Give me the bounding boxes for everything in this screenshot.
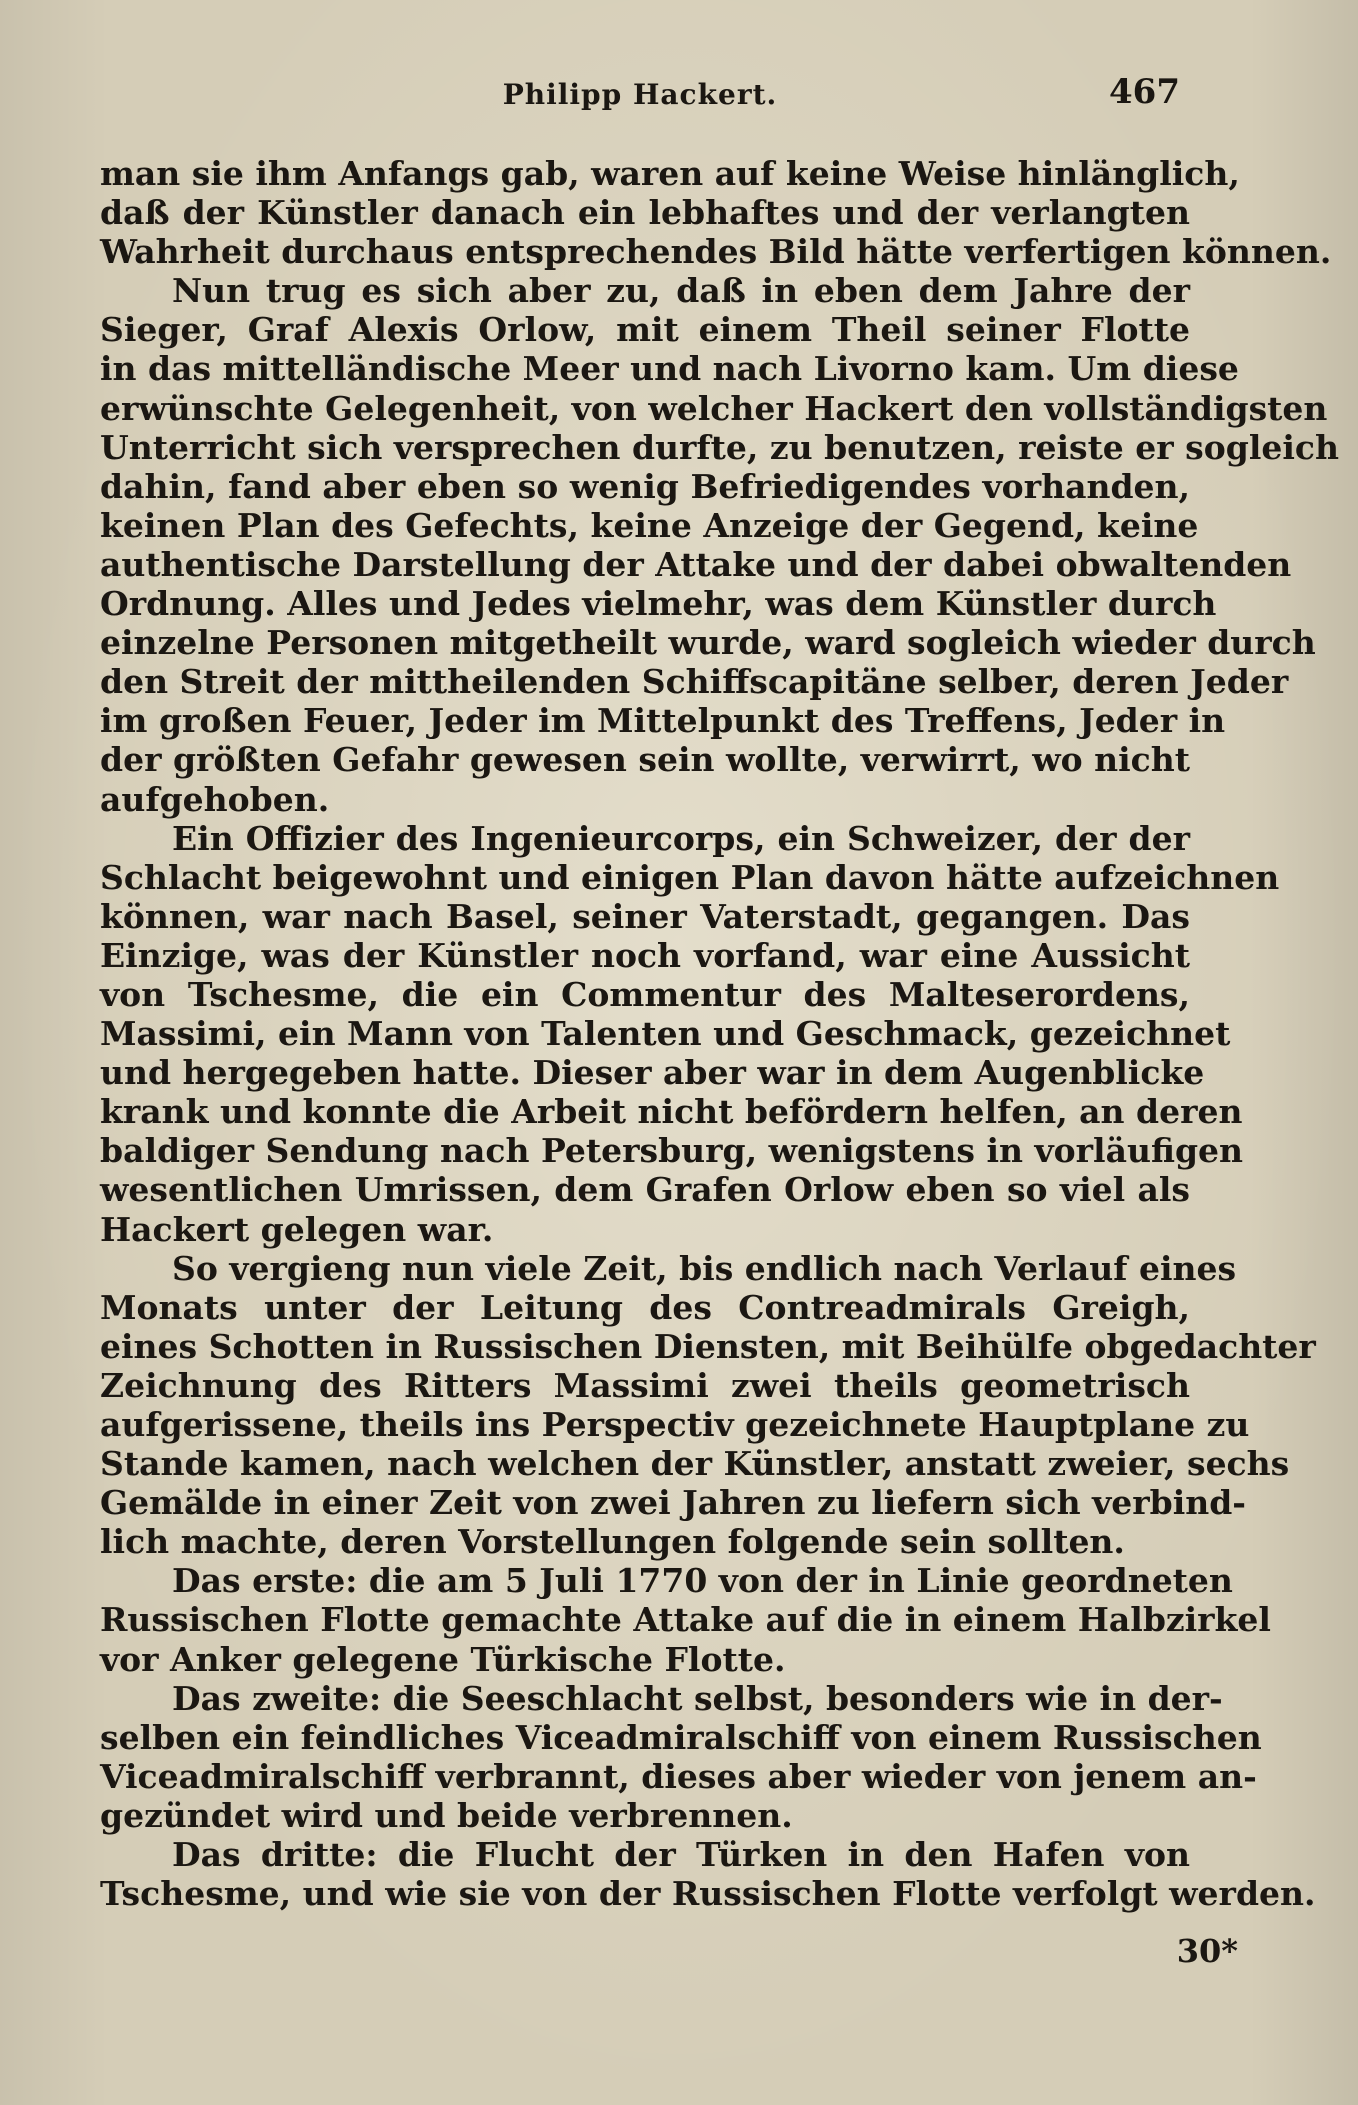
text-line: Massimi, ein Mann von Talenten und Geschmack, gezeichnet (100, 1014, 1231, 1054)
text-line: Einzige, was der Künstler noch vorfand, war eine Aussicht (100, 935, 1190, 975)
text-line: keinen Plan des Gefechts, keine Anzeige der Gegend, keine (100, 505, 1199, 545)
text-line: Das dritte: die Flucht der Türken in den Hafen von (172, 1835, 1190, 1875)
text-line: Wahrheit durchaus entsprechendes Bild hätte verfertigen können. (100, 232, 1332, 272)
text-line: dahin, fand aber eben so wenig Befriedigendes vorhanden, (100, 466, 1190, 506)
text-line: aufgerissene, theils ins Perspectiv gezeichnete Hauptplane zu (100, 1405, 1250, 1444)
text-line: Nun trug es sich aber zu, daß in eben dem Jahre der (172, 271, 1190, 311)
text-line: im großen Feuer, Jeder im Mittelpunkt des Treffens, Jeder in (100, 701, 1226, 741)
text-line: von Tschesme, die ein Commentur des Malteserordens, (100, 974, 1190, 1014)
text-line: gezündet wird und beide verbrennen. (100, 1795, 793, 1835)
page-number: 467 (1109, 72, 1180, 112)
text-line: Hackert gelegen war. (100, 1209, 494, 1249)
text-line: eines Schotten in Russischen Diensten, mit Beihülfe obgedachter (100, 1326, 1316, 1366)
text-line: Ordnung. Alles und Jedes vielmehr, was dem Künstler durch (100, 584, 1217, 624)
text-line: erwünschte Gelegenheit, von welcher Hackert den vollständigsten (100, 388, 1328, 428)
body-text (100, 154, 1339, 1914)
text-line: Viceadmiralschiff verbrannt, dieses aber wieder von jenem an- (100, 1756, 1257, 1796)
text-line: Stande kamen, nach welchen der Künstler, anstatt zweier, sechs (100, 1444, 1290, 1484)
text-line: lich machte, deren Vorstellungen folgende sein sollten. (100, 1522, 1125, 1562)
text-line: aufgehoben. (100, 779, 330, 819)
text-line: selben ein feindliches Viceadmiralschiff von einem Russischen (100, 1717, 1262, 1757)
text-line: krank und konnte die Arbeit nicht befördern helfen, an deren (100, 1092, 1243, 1132)
text-line: in das mittelländische Meer und nach Livorno kam. Um diese (100, 349, 1239, 389)
text-line: man sie ihm Anfangs gab, waren auf keine Weise hinlänglich, (100, 154, 1240, 193)
text-line: daß der Künstler danach ein lebhaftes und der verlangten (100, 193, 1190, 233)
text-line: Russischen Flotte gemachte Attake auf die in einem Halbzirkel (100, 1600, 1271, 1640)
text-line: Ein Offizier des Ingenieurcorps, ein Schweizer, der der (172, 818, 1190, 858)
running-head (100, 72, 1180, 122)
running-title: Philipp Hackert. (502, 78, 778, 111)
text-line: Gemälde in einer Zeit von zwei Jahren zu liefern sich verbind- (100, 1483, 1246, 1523)
text-line: Das zweite: die Seeschlacht selbst, besonders wie in der- (172, 1678, 1223, 1718)
text-line: Das erste: die am 5 Juli 1770 von der in Linie geordneten (172, 1561, 1233, 1601)
text-line: wesentlichen Umrissen, dem Grafen Orlow eben so viel als (100, 1170, 1190, 1210)
text-line: den Streit der mittheilenden Schiffscapitäne selber, deren Jeder (100, 662, 1289, 702)
text-line: Monats unter der Leitung des Contreadmirals Greigh, (100, 1287, 1190, 1327)
text-line: können, war nach Basel, seiner Vaterstadt, gegangen. Das (100, 896, 1190, 936)
text-line: Zeichnung des Ritters Massimi zwei theils geometrisch (100, 1365, 1190, 1405)
text-line: und hergegeben hatte. Dieser aber war in dem Augenblicke (100, 1053, 1205, 1093)
text-line: So vergieng nun viele Zeit, bis endlich nach Verlauf eines (172, 1248, 1237, 1288)
text-line: der größten Gefahr gewesen sein wollte, verwirrt, wo nicht (100, 740, 1190, 780)
text-line: einzelne Personen mitgetheilt wurde, ward sogleich wieder durch (100, 623, 1316, 663)
text-line: baldiger Sendung nach Petersburg, wenigstens in vorläufigen (100, 1131, 1244, 1171)
text-line: authentische Darstellung der Attake und der dabei obwaltenden (100, 544, 1292, 584)
text-line: Sieger, Graf Alexis Orlow, mit einem Theil seiner Flotte (100, 310, 1190, 350)
text-line: Schlacht beigewohnt und einigen Plan davon hätte aufzeichnen (100, 857, 1280, 897)
text-line: Tschesme, und wie sie von der Russischen Flotte verfolgt werden. (100, 1874, 1316, 1914)
text-line: vor Anker gelegene Türkische Flotte. (100, 1639, 786, 1679)
text-line: Unterricht sich versprechen durfte, zu benutzen, reiste er sogleich (100, 427, 1339, 467)
signature-mark: 30* (1176, 1932, 1238, 1970)
